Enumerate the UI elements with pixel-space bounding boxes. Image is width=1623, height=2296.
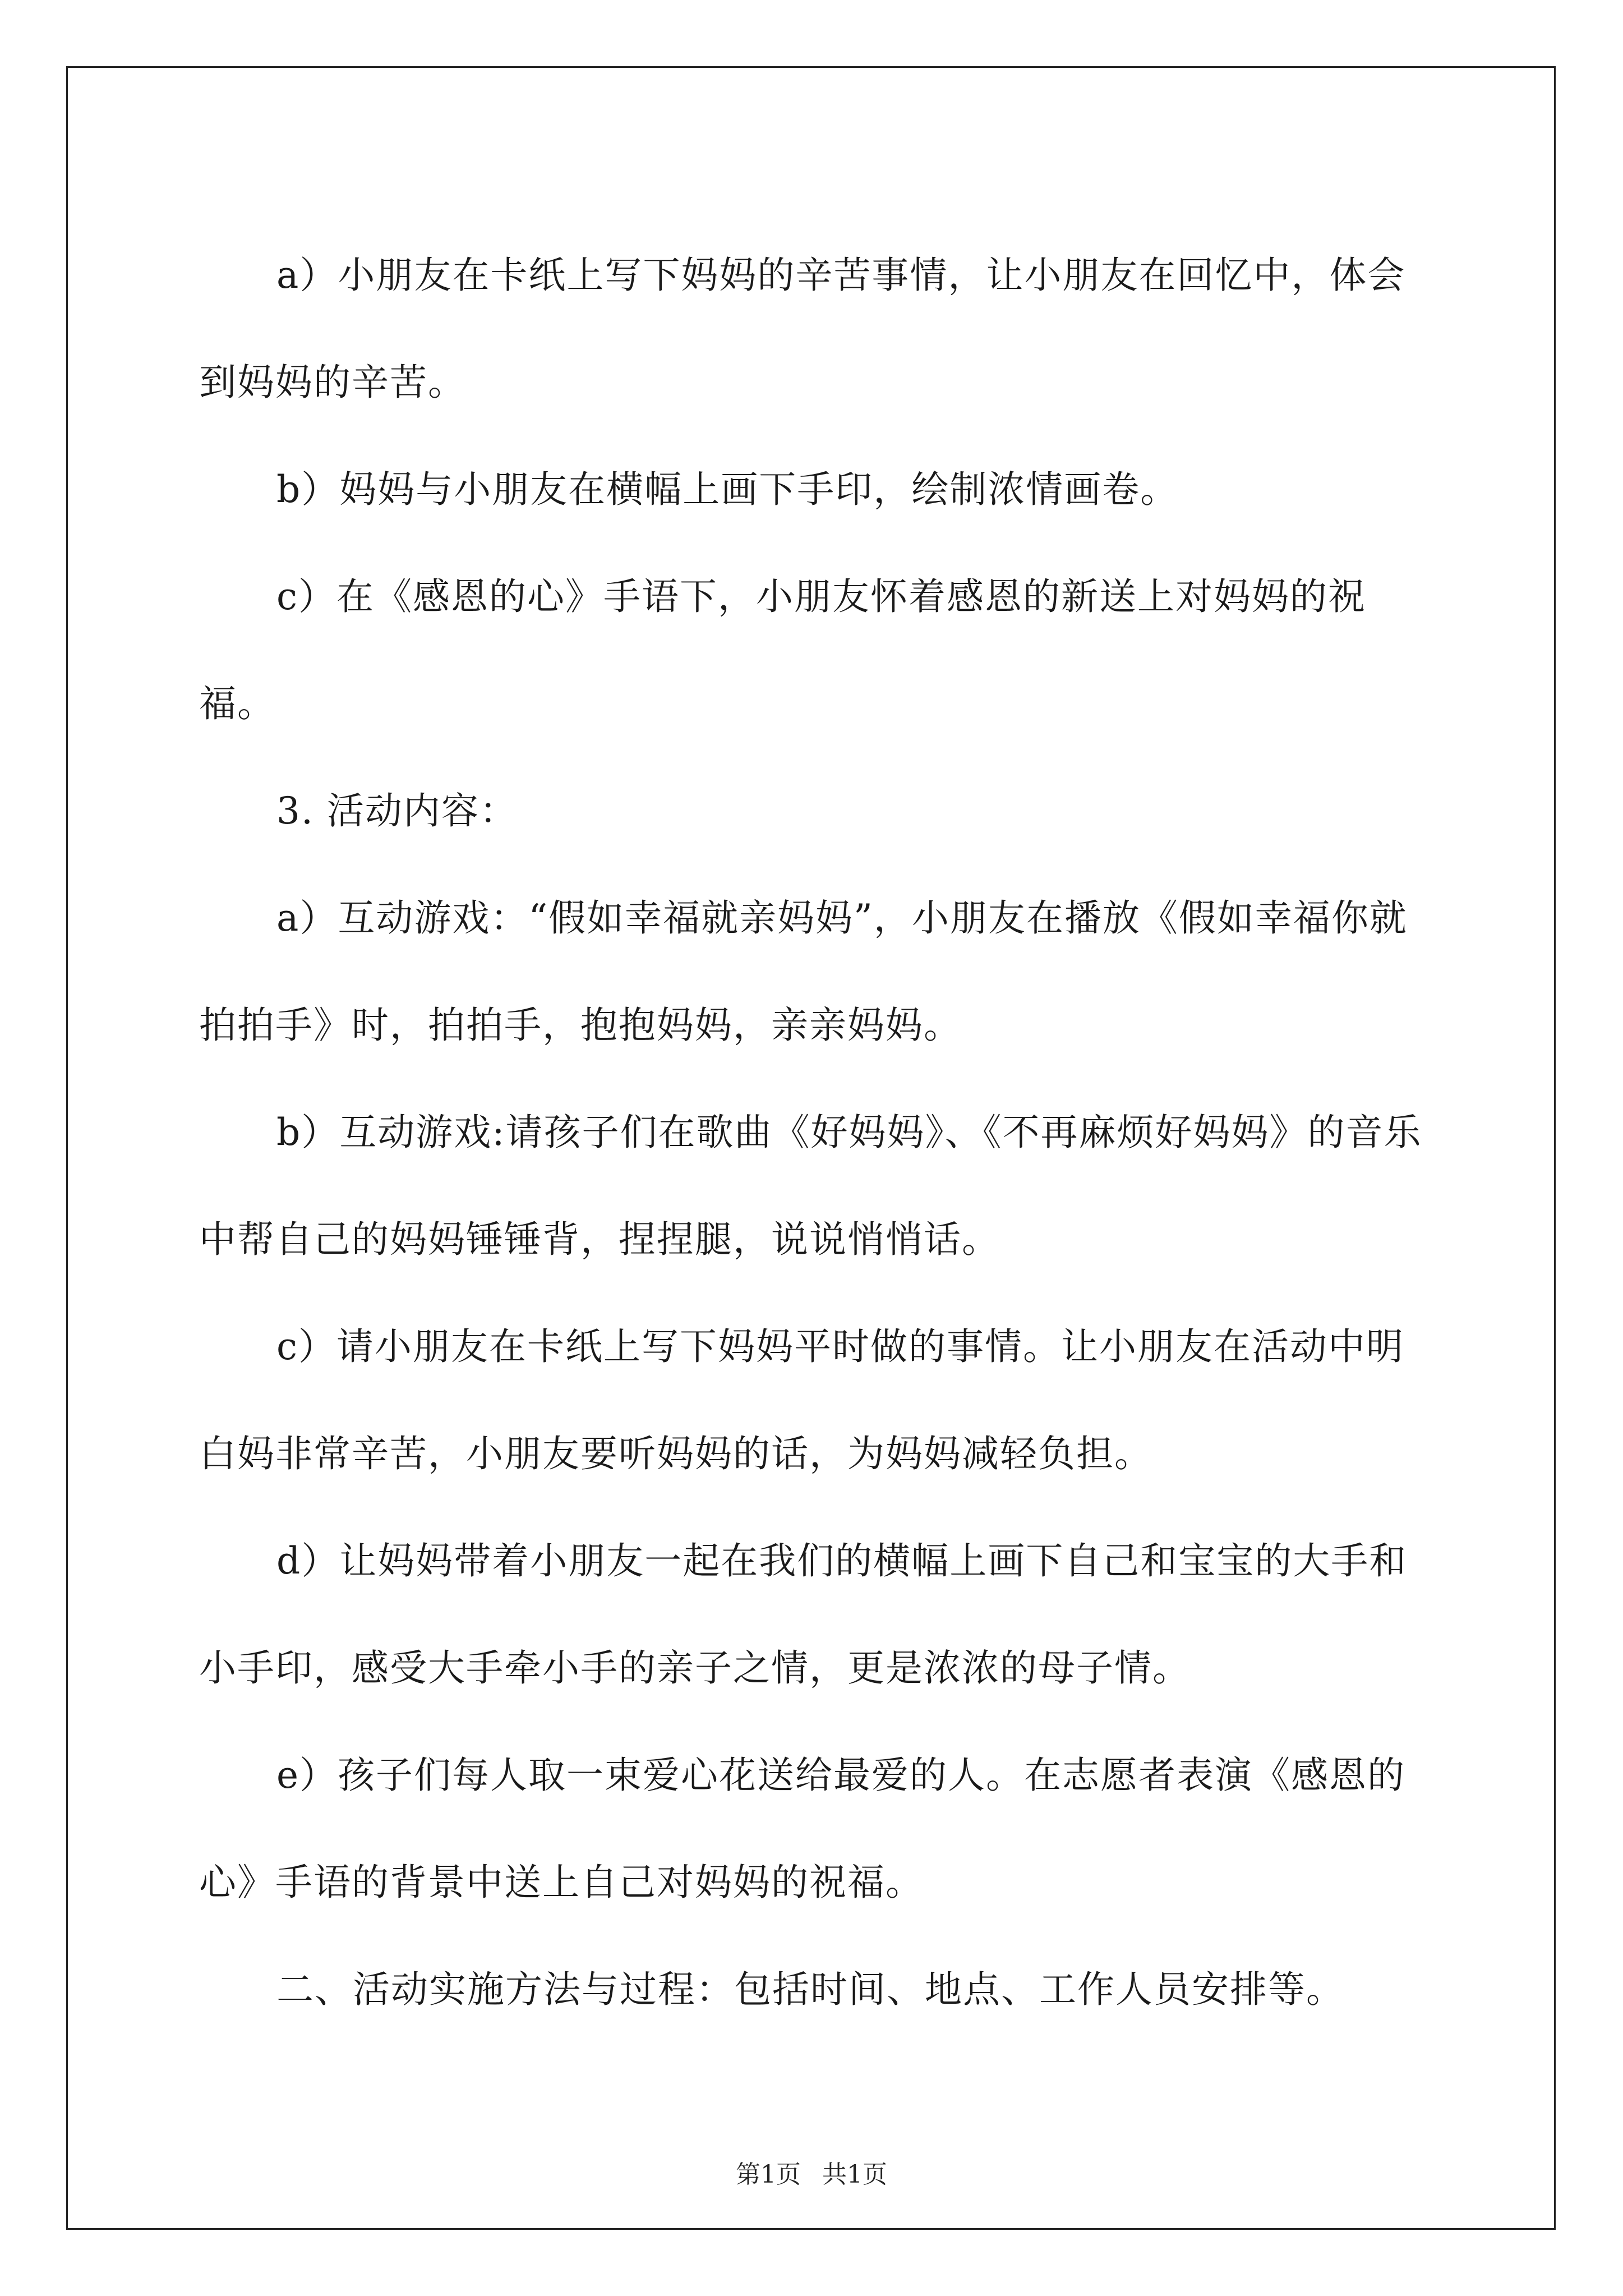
paragraph: c）请小朋友在卡纸上写下妈妈平时做的事情。让小朋友在活动中明白妈非常辛苦，小朋友要听妈妈的话，为妈妈减轻负担。 [199, 1325, 1404, 1475]
section-heading: 二、活动实施方法与过程：包括时间、地点、工作人员安排等。 [276, 1968, 1344, 2011]
section-heading: 3. 活动内容： [276, 789, 518, 832]
paragraph: e）孩子们每人取一束爱心花送给最爱的人。在志愿者表演《感恩的心》手语的背景中送上自己对妈妈的祝福。 [199, 1754, 1406, 1904]
paragraph: a）互动游戏：“假如幸福就亲妈妈”，小朋友在播放《假如幸福你就拍拍手》时，拍拍手，抱抱妈妈，亲亲妈妈。 [199, 896, 1408, 1047]
paragraph: b）互动游戏:请孩子们在歌曲《好妈妈》、《不再麻烦好妈妈》的音乐中帮自己的妈妈锤锤背，捏捏腿，说说悄悄话。 [199, 1111, 1422, 1261]
paragraph: c）在《感恩的心》手语下，小朋友怀着感恩的新送上对妈妈的祝福。 [199, 575, 1366, 725]
paragraph: a）小朋友在卡纸上写下妈妈的辛苦事情，让小朋友在回忆中，体会到妈妈的辛苦。 [199, 254, 1406, 404]
paragraph: d）让妈妈带着小朋友一起在我们的横幅上画下自己和宝宝的大手和小手印，感受大手牵小手的亲子之情，更是浓浓的母子情。 [199, 1539, 1408, 1690]
paragraph: b）妈妈与小朋友在横幅上画下手印，绘制浓情画卷。 [276, 468, 1179, 511]
page-number-current: 第1页 [736, 2160, 801, 2189]
page-footer [0, 2154, 1623, 2190]
document-body [199, 222, 1433, 2043]
page-number-total: 共1页 [822, 2160, 887, 2189]
